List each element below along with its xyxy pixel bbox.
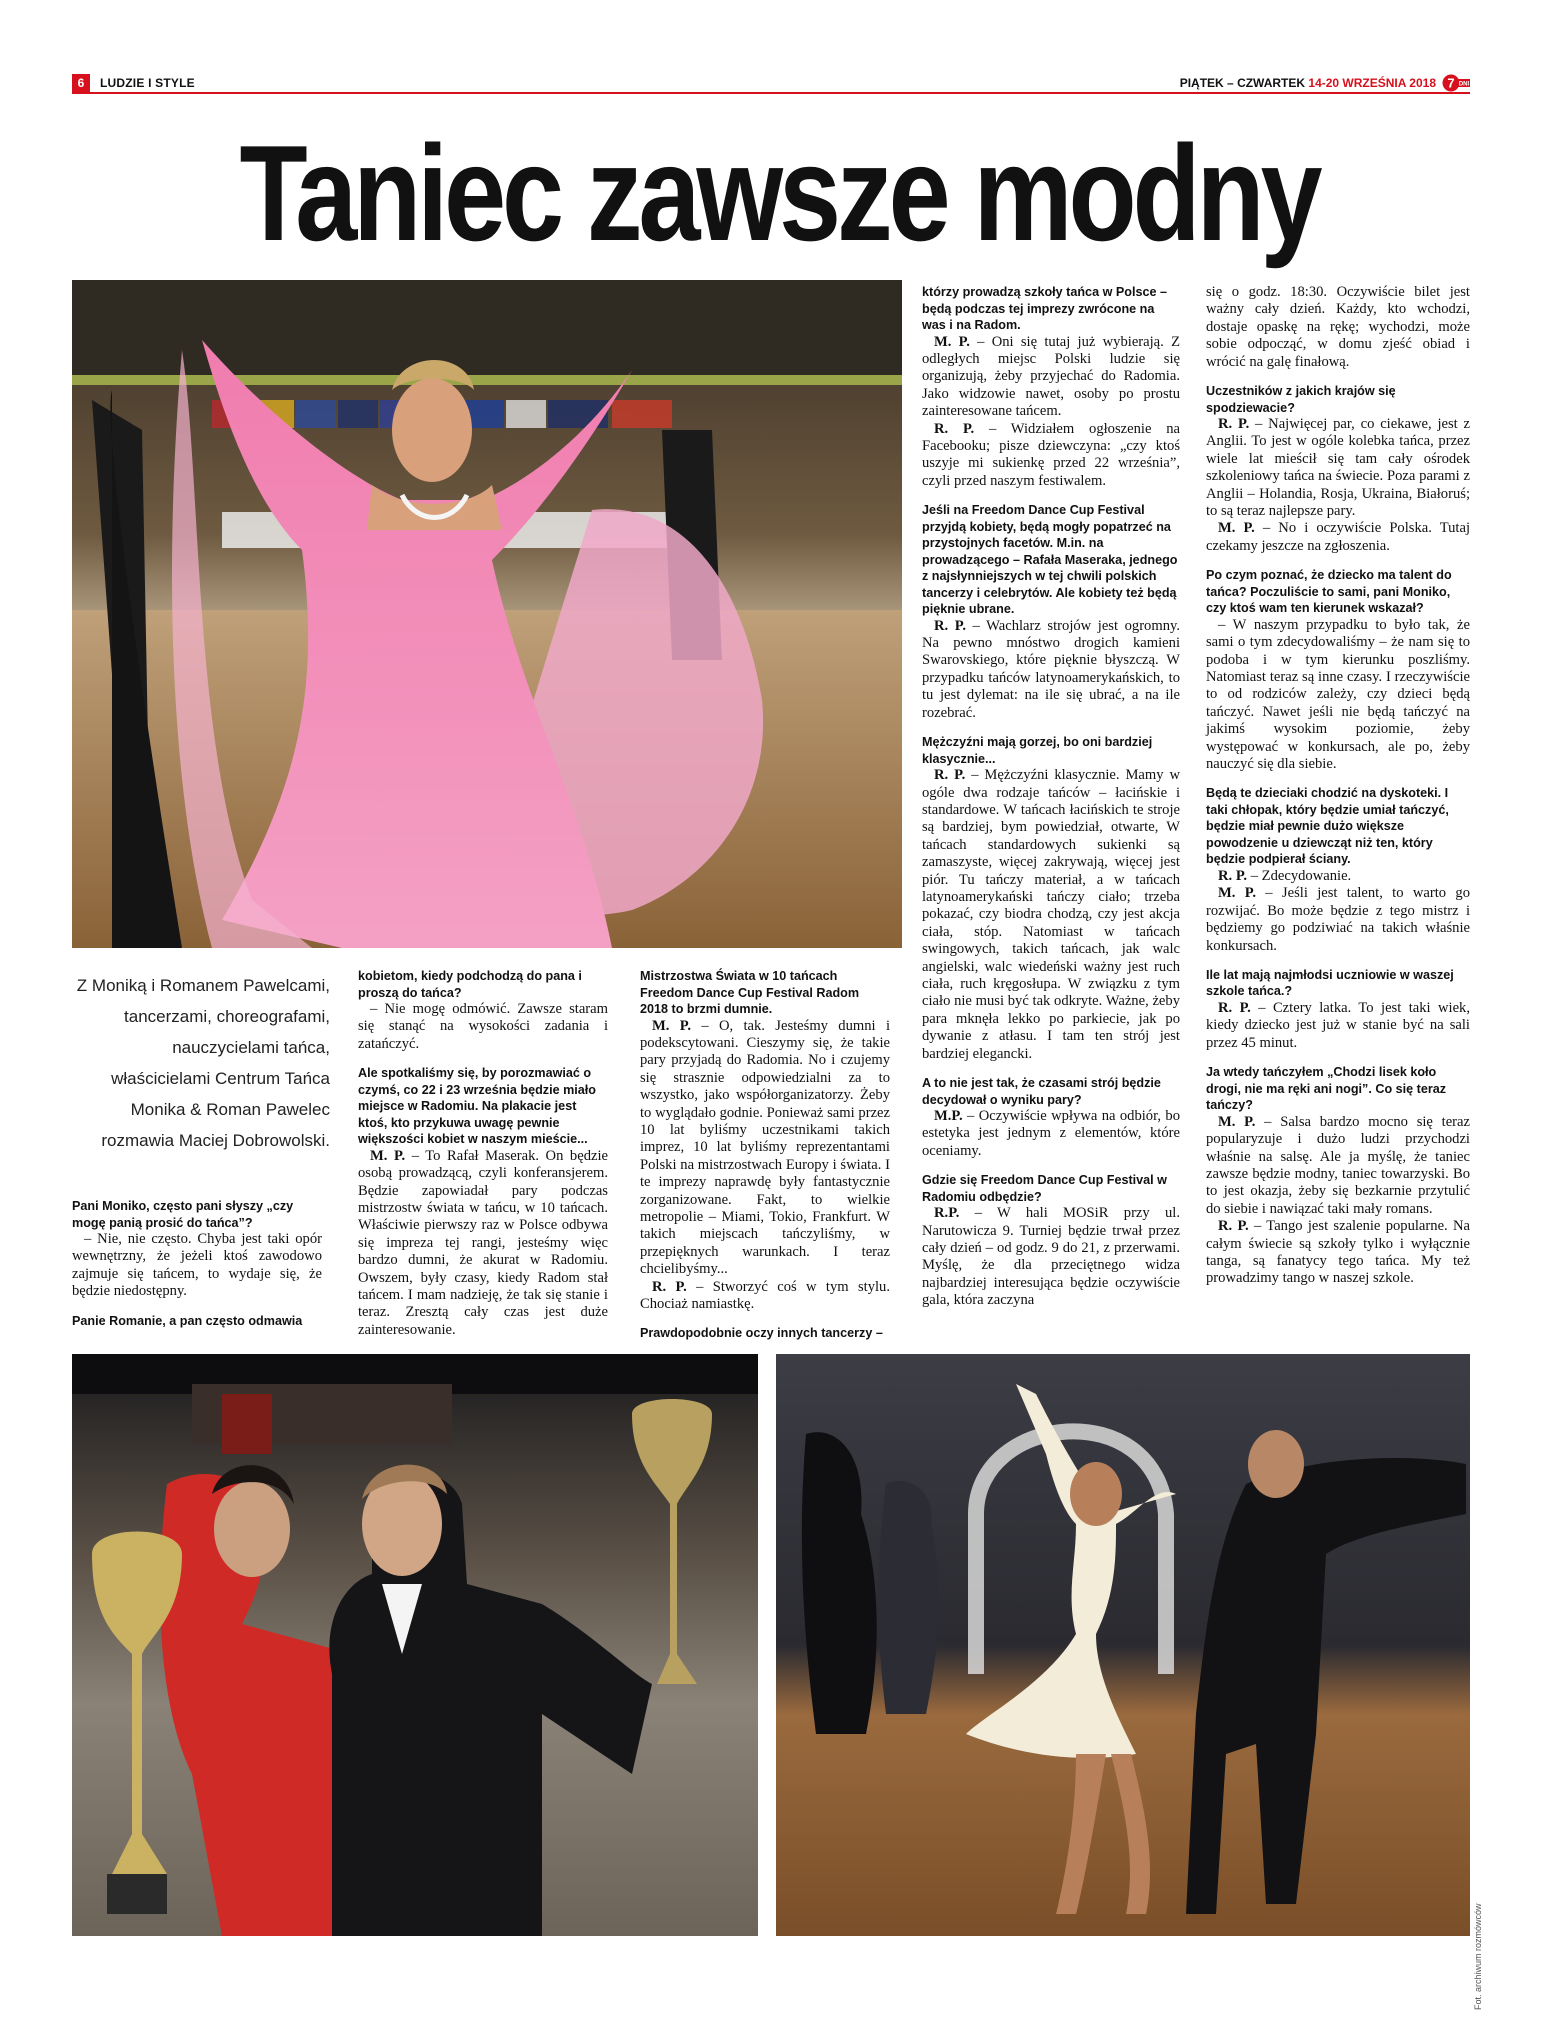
speaker: R. P. xyxy=(1218,999,1251,1016)
photo-latin-dancers xyxy=(776,1354,1470,1936)
article-column-4 xyxy=(922,284,1180,1310)
article-column-5 xyxy=(1206,284,1470,1288)
section-label: LUDZIE I STYLE xyxy=(100,76,195,90)
answer xyxy=(1206,1000,1470,1052)
speaker: R. P. xyxy=(934,767,966,784)
answer xyxy=(1206,1114,1470,1218)
question: Jeśli na Freedom Dance Cup Festival przyjdą kobiety, będą mogły popatrzeć na przystojnych facetów. M.in. na prowadzącego – Rafała Maseraka, jednego z najsłynniejszych w tej chwili polskich tancerzy i celebrytów. Ale kobiety też będą pięknie ubrane. xyxy=(922,503,1178,617)
answer xyxy=(1206,885,1470,955)
photo-credit xyxy=(1473,1830,1487,2010)
page-number: 6 xyxy=(72,74,90,92)
question: Gdzie się Freedom Dance Cup Festival w Radomiu odbędzie? xyxy=(922,1173,1167,1204)
speaker: R. P. xyxy=(1218,416,1250,433)
issue-prefix: PIĄTEK – CZWARTEK xyxy=(1179,76,1309,90)
answer: – Nie, nie często. Chyba jest taki opór wewnętrzny, że jeżeli ktoś zawodowo zajmuje się tańcem, to wydaje się, że będzie niedostępny. xyxy=(72,1231,322,1300)
article-column-2 xyxy=(358,968,608,1339)
main-photo-dancer-pink-gown xyxy=(72,280,902,948)
answer-text: – Zdecydowanie. xyxy=(1247,867,1352,884)
question: Będą te dzieciaki chodzić na dyskoteki. I taki chłopak, który będzie umiał tańczyć, będzie miał pewnie dużo większe powodzenie u dziewcząt niż ten, który będzie podpierał ściany. xyxy=(1206,786,1449,867)
question: Prawdopodobnie oczy innych tancerzy – xyxy=(640,1326,883,1341)
answer-text: – Jeśli jest talent, to warto go rozwijać. Bo może będzie z tego mistrz i będziemy go podziwiać na takich właśnie konkursach. xyxy=(1206,885,1470,954)
header-rule xyxy=(72,92,1470,94)
svg-text:7: 7 xyxy=(1447,75,1455,91)
answer-text: – Oczywiście wpływa na odbiór, bo estetyka jest jednym z elementów, które oceniamy. xyxy=(922,1108,1180,1159)
headline: Taniec zawsze modny xyxy=(239,117,1319,269)
speaker: M. P. xyxy=(652,1017,691,1034)
question: Po czym poznać, że dziecko ma talent do tańca? Poczuliście to sami, pani Moniko, czy ktoś wam ten kierunek wskazał? xyxy=(1206,568,1452,616)
answer xyxy=(922,421,1180,491)
answer-text: – Widziałem ogłoszenie na Facebooku; pisze dziewczyna: „czy ktoś uszyje mi sukienkę przed 22 września”, czyli przed naszym festiwalem. xyxy=(922,420,1180,489)
answer xyxy=(640,1018,890,1279)
answer-text: – Oni się tutaj już wybierają. Z odległych miejsc Polski ludzie się organizują, żeby przyjechać do Radomia. Jako widzowie nawet, osoby po prostu zainteresowane tańcem. xyxy=(922,333,1180,420)
answer xyxy=(922,618,1180,722)
speaker: R.P. xyxy=(934,1205,960,1222)
question: Mężczyźni mają gorzej, bo oni bardziej klasycznie... xyxy=(922,735,1153,766)
answer-text: – O, tak. Jesteśmy dumni i podekscytowani. Cieszymy się, że takie pary przyjadą do Radomia. No i czujemy się strasznie odpowiedzialni za to wszystko, jako współorganizatorzy. Żeby to wyglądało godnie. Ponieważ sami przez 10 lat byliśmy uczestnikami takich imprez, 10 lat byliśmy reprezentantami Polski na mistrzostwach Europy i świata. I te imprezy naprawdę były fantastycznie zorganizowane. Fakt, to wielkie metropolie – Miami, Tokio, Frankfurt. W takich miejscach tańczyliśmy, w przepięknych warunkach. I teraz chcielibyśmy... xyxy=(640,1017,890,1278)
answer xyxy=(922,334,1180,421)
answer xyxy=(922,1205,1180,1309)
question: Mistrzostwa Świata w 10 tańcach Freedom Dance Cup Festival Radom 2018 to brzmi dumnie. xyxy=(640,969,860,1016)
speaker: R. P. xyxy=(652,1278,687,1295)
answer-text: – Stworzyć coś w tym stylu. Chociaż namiastkę. xyxy=(640,1278,890,1312)
answer-text: – W hali MOSiR przy ul. Narutowicza 9. Turniej będzie trwał przez cały dzień – od godz. 9 do 21, z przerwami. Myślę, że dla przeciętnego widza najbardziej interesująca będzie oczywiście gala, która zaczyna xyxy=(922,1205,1180,1309)
question: Panie Romanie, a pan często odmawia xyxy=(72,1313,303,1328)
question: kobietom, kiedy podchodzą do pana i proszą do tańca? xyxy=(358,969,582,1000)
speaker: M. P. xyxy=(370,1147,406,1164)
answer-text: – Najwięcej par, co ciekawe, jest z Anglii. To jest w ogóle kolebka tańca, przez wiele lat mieścił się tam cały ośrodek szkoleniowy tańca na świecie. Poza parami z Anglii – Holandia, Rosja, Ukraina, Białoruś; to są teraz najlepsze pary. xyxy=(1206,416,1471,520)
answer-text: – Cztery latka. To jest taki wiek, kiedy dziecko jest już w stanie być na sali przez 45 minut. xyxy=(1206,999,1470,1051)
speaker: R. P. xyxy=(934,420,975,437)
speaker: M. P. xyxy=(934,333,970,350)
answer xyxy=(358,1148,608,1339)
question: Ale spotkaliśmy się, by porozmawiać o czymś, co 22 i 23 września będzie miało miejsce w Radomiu. Na plakacie jest ktoś, kto przykuwa uwagę pewnie większości kobiet w naszym mieście... xyxy=(358,1066,596,1147)
answer xyxy=(922,767,1180,1063)
question: Uczestników z jakich krajów się spodziewacie? xyxy=(1206,384,1396,415)
answer xyxy=(1206,1218,1470,1288)
answer-text: – To Rafał Maserak. On będzie osobą prowadzącą, czyli konferansjerem. Będzie zapowiadał pary podczas mistrzostw świata w tańcu, w 10 tańcach. Właściwie pierwszy raz w Polsce odbywa się impreza tej rangi, jesteśmy więc bardzo dumni, że akurat w Radomiu. Owszem, były czasy, kiedy Radom stał tańcem. I mam nadzieję, że tak się stanie i teraz. Zresztą cały czas jest duże zainteresowanie. xyxy=(358,1147,609,1338)
answer xyxy=(1206,868,1470,885)
article-column-3 xyxy=(640,968,890,1342)
speaker: R. P. xyxy=(934,617,966,634)
question: Ile lat mają najmłodsi uczniowie w waszej szkole tańca.? xyxy=(1206,967,1454,999)
question: Pani Moniko, często pani słyszy „czy mogę panią prosić do tańca”? xyxy=(72,1199,294,1230)
question: A to nie jest tak, że czasami strój będzie decydował o wyniku pary? xyxy=(922,1076,1161,1107)
tygodnik-logo-icon xyxy=(1442,74,1470,92)
answer xyxy=(640,1279,890,1314)
question: Ja wtedy tańczyłem „Chodzi lisek koło drogi, nie ma ręki ani nogi”. Co się teraz tańczy? xyxy=(1206,1065,1447,1113)
answer-text: – No i oczywiście Polska. Tutaj czekamy jeszcze na zgłoszenia. xyxy=(1206,520,1471,554)
issue-date-range: 14-20 WRZEŚNIA 2018 xyxy=(1308,76,1436,90)
photo-credit-text: Fot. archiwum rozmówców xyxy=(1473,1903,1483,2010)
speaker: R. P. xyxy=(1218,1218,1249,1235)
interview-intro: Z Moniką i Romanem Pawelcami, tancerzami, choreografami, nauczycielami tańca, właścicielami Centrum Tańca Monika & Roman Pawelec rozmawia Maciej Dobrowolski. xyxy=(76,976,330,1150)
answer: – W naszym przypadku to było tak, że sami o tym zdecydowaliśmy – że nam się to podoba i w tym kierunku poszliśmy. Natomiast teraz są inne czasy. I rzeczywiście to od rodziców zależy, czy dzieci będą tańczyć. Nawet jeśli nie będą tańczyć na jakimś wysokim poziomie, żeby występować w konkursach, ale po, żeby nauczyć się dla siebie. xyxy=(1206,616,1470,773)
answer-text: – Mężczyźni klasycznie. Mamy w ogóle dwa rodzaje tańców – łacińskie i standardowe. W tańcach łacińskich te stroje są bardziej, bym powiedział, otwarte, W tańcach standardowych sukienki są zamaszyste, więcej zakrywają, więcej jest piór. Tu tańczy materiał, a w tańcach latynoamerykański tańczy ciało; trzeba pokazać, czy biodra chodzą, czy jest akcja ciała, stóp. Natomiast w tańcach swingowych, takich tańcach, jak walc angielski, walc wiedeński ważny jest ruch ciała, ruch kręgosłupa. W związku z tym ciało nie musi być tak odkryte. Ważne, żeby para mknęła lekko po parkiecie, jak po dywanie z atłasu. I tam ten strój jest bardziej elegancki. xyxy=(922,767,1180,1062)
speaker: M.P. xyxy=(934,1108,963,1124)
speaker: M. P. xyxy=(1218,885,1256,902)
answer xyxy=(922,1108,1180,1160)
answer-text: – Salsa bardzo mocno się teraz popularyzuje i dużo ludzi przychodzi właśnie na salsę. Ale ja myślę, że taniec zawsze będzie modny, taniec towarzyski. Bo to jest okazja, żeby się bezkarnie przytulić do siebie i nawiązać taki mały romans. xyxy=(1206,1113,1470,1217)
speaker: R. P. xyxy=(1218,867,1248,884)
answer-text: – Tango jest szalenie popularne. Na całym świecie są szkoły tylko i wyłącznie tanga, są fanatycy tego tańca. My też prowadzimy tango w naszej szkole. xyxy=(1206,1218,1470,1287)
svg-text:DNI: DNI xyxy=(1458,81,1470,88)
issue-dates xyxy=(1180,76,1436,90)
answer-text: – Wachlarz strojów jest ogromny. Na pewno mnóstwo drogich kamieni Swarovskiego, które pięknie błyszczą. W przypadku tańców latynoamerykańskich, to tu jest dylemat: na ile się ubrać, a na ile rozebrać. xyxy=(922,617,1180,721)
answer: – Nie mogę odmówić. Zawsze staram się stanąć na wysokości zadania i zatańczyć. xyxy=(358,1001,608,1052)
page-header xyxy=(72,74,1470,94)
speaker: M. P. xyxy=(1218,520,1255,537)
answer xyxy=(1206,520,1470,555)
answer xyxy=(1206,416,1470,520)
speaker: M. P. xyxy=(1218,1113,1256,1130)
photo-couple-with-trophies xyxy=(72,1354,758,1936)
answer-continued: się o godz. 18:30. Oczywiście bilet jest ważny cały dzień. Każdy, kto wchodzi, dostaje opaskę na rękę; wychodzi, może sobie odpocząć, w domu zjeść obiad i wrócić na galę finałową. xyxy=(1206,284,1470,370)
article-column-1 xyxy=(72,1198,322,1329)
question: którzy prowadzą szkoły tańca w Polsce – będą podczas tej imprezy zwrócone na was i na Radom. xyxy=(922,285,1167,332)
